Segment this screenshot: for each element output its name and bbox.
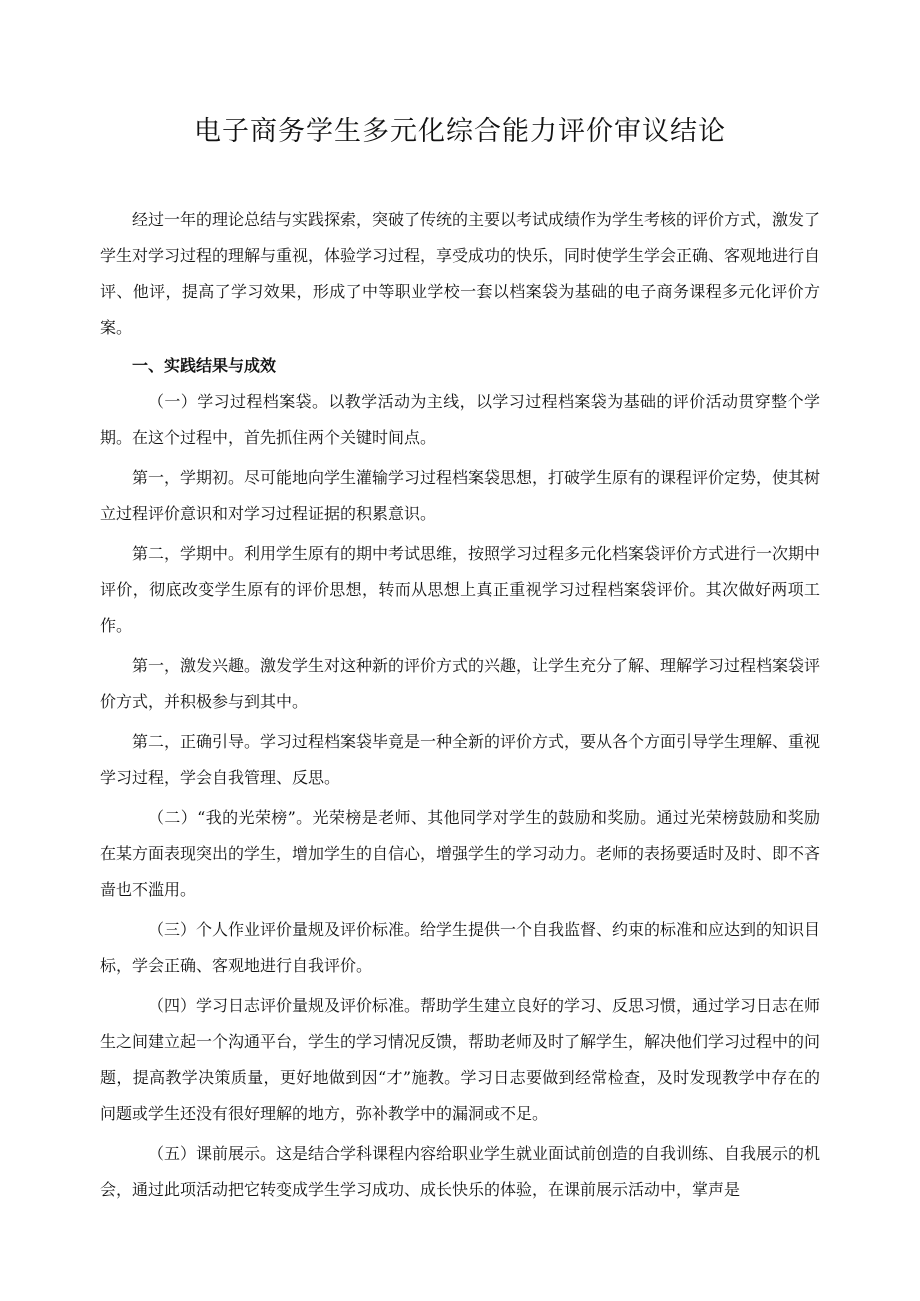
body-paragraph: （一）学习过程档案袋。以教学活动为主线，以学习过程档案袋为基础的评价活动贯穿整个学期。在这个过程中，首先抓住两个关键时间点。: [100, 392, 820, 447]
document-body: [100, 202, 820, 1208]
body-paragraph: （三）个人作业评价量规及评价标准。给学生提供一个自我监督、约束的标准和应达到的知识目标，学会正确、客观地进行自我评价。: [100, 920, 821, 975]
body-paragraph: 第二，正确引导。学习过程档案袋毕竟是一种全新的评价方式，要从各个方面引导学生理解、重视学习过程，学会自我管理、反思。: [100, 732, 821, 787]
intro-paragraph: 经过一年的理论总结与实践探索，突破了传统的主要以考试成绩作为学生考核的评价方式，激发了学生对学习过程的理解与重视，体验学习过程，享受成功的快乐，同时使学生学会正确、客观地进行自评、他评，提高了学习效果，形成了中等职业学校一套以档案袋为基础的电子商务课程多元化评价方案。: [100, 210, 821, 337]
body-paragraph: 第二，学期中。利用学生原有的期中考试思维，按照学习过程多元化档案袋评价方式进行一次期中评价，彻底改变学生原有的评价思想，转而从思想上真正重视学习过程档案袋评价。其次做好两项工作。: [100, 544, 821, 635]
document-title: 电子商务学生多元化综合能力评价审议结论: [194, 116, 726, 147]
section-heading: 一、实践结果与成效: [132, 356, 277, 375]
body-paragraph: （二）“我的光荣榜”。光荣榜是老师、其他同学对学生的鼓励和奖励。通过光荣榜鼓励和奖励在某方面表现突出的学生，增加学生的自信心，增强学生的学习动力。老师的表扬要适时及时、即不吝啬也不滥用。: [100, 808, 821, 899]
body-paragraph: 第一，激发兴趣。激发学生对这种新的评价方式的兴趣，让学生充分了解、理解学习过程档案袋评价方式，并积极参与到其中。: [100, 656, 821, 711]
body-paragraph: （四）学习日志评价量规及评价标准。帮助学生建立良好的学习、反思习惯，通过学习日志在师生之间建立起一个沟通平台，学生的学习情况反馈，帮助老师及时了解学生，解决他们学习过程中的问题，提高教学决策质量，更好地做到因“才”施教。学习日志要做到经常检查，及时发现教学中存在的问题或学生还没有很好理解的地方，弥补教学中的漏洞或不足。: [100, 996, 821, 1123]
body-paragraph: 第一，学期初。尽可能地向学生灌输学习过程档案袋思想，打破学生原有的课程评价定势，使其树立过程评价意识和对学习过程证据的积累意识。: [100, 468, 821, 523]
body-paragraph: （五）课前展示。这是结合学科课程内容给职业学生就业面试前创造的自我训练、自我展示的机会，通过此项活动把它转变成学生学习成功、成长快乐的体验，在课前展示活动中，掌声是: [100, 1144, 821, 1199]
